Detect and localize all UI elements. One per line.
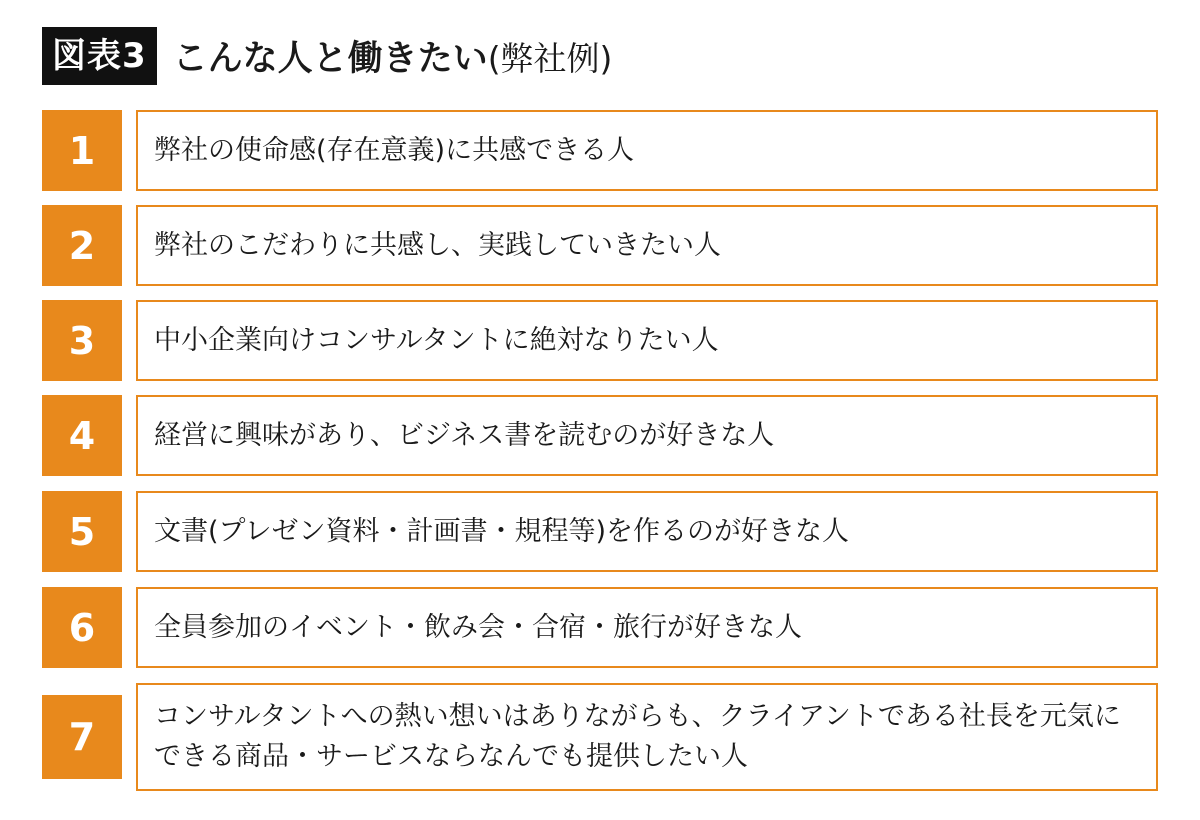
item-text: 経営に興味があり、ビジネス書を読むのが好きな人 bbox=[136, 395, 1158, 476]
figure-title bbox=[173, 31, 613, 81]
item-text: 弊社のこだわりに共感し、実践していきたい人 bbox=[136, 205, 1158, 286]
figure-title-sub: (弊社例) bbox=[487, 39, 613, 78]
list-item-6 bbox=[42, 587, 1158, 668]
item-number: 4 bbox=[42, 395, 122, 476]
item-text: 全員参加のイベント・飲み会・合宿・旅行が好きな人 bbox=[136, 587, 1158, 668]
item-text: 弊社の使命感(存在意義)に共感できる人 bbox=[136, 110, 1158, 191]
list-item-4 bbox=[42, 395, 1158, 476]
figure-title-main: こんな人と働きたい bbox=[172, 39, 488, 79]
item-number: 3 bbox=[42, 300, 122, 381]
list-item-7 bbox=[42, 683, 1158, 791]
item-text: 中小企業向けコンサルタントに絶対なりたい人 bbox=[136, 300, 1158, 381]
list-item-5 bbox=[42, 491, 1158, 572]
item-text: 文書(プレゼン資料・計画書・規程等)を作るのが好きな人 bbox=[136, 491, 1158, 572]
item-number: 2 bbox=[42, 205, 122, 286]
item-number: 5 bbox=[42, 491, 122, 572]
list-item-2 bbox=[42, 205, 1158, 286]
figure-label: 図表3 bbox=[42, 27, 157, 85]
item-text: コンサルタントへの熱い想いはありながらも、クライアントである社長を元気にできる商品・サービスならなんでも提供したい人 bbox=[136, 683, 1158, 791]
figure-header bbox=[42, 26, 612, 86]
item-number: 7 bbox=[42, 695, 122, 779]
list-item-1 bbox=[42, 110, 1158, 191]
item-number: 6 bbox=[42, 587, 122, 668]
item-number: 1 bbox=[42, 110, 122, 191]
list-item-3 bbox=[42, 300, 1158, 381]
